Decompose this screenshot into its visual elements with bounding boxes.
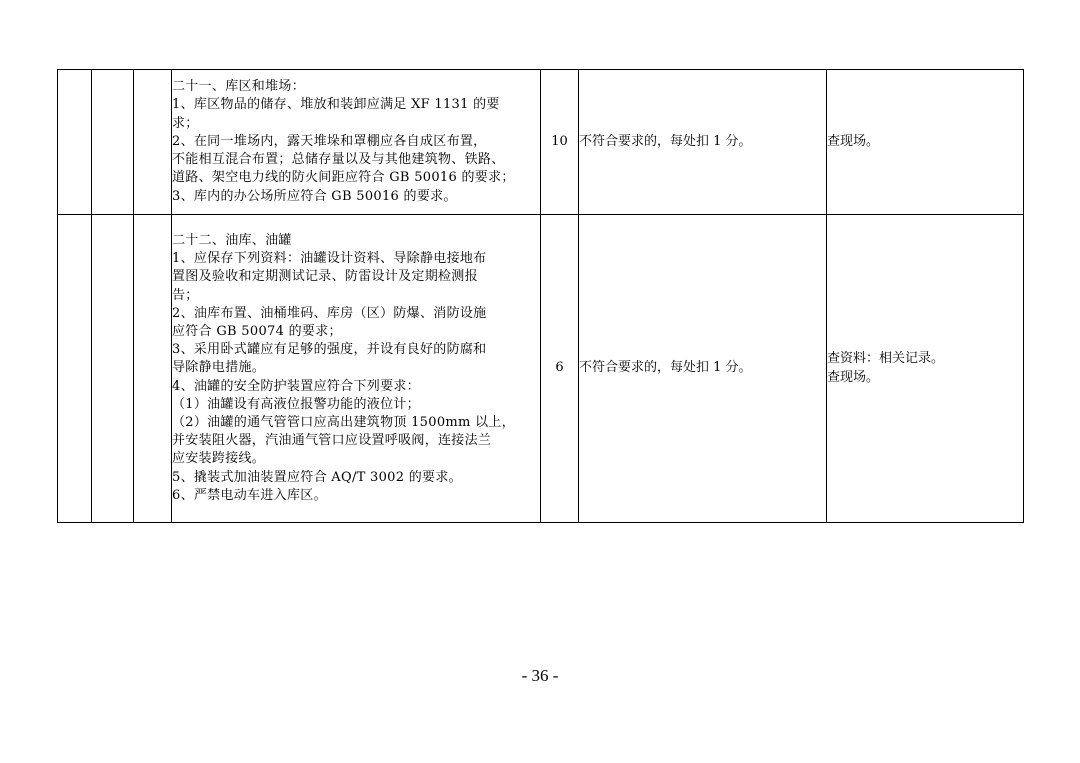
content-line: 1、应保存下列资料：油罐设计资料、导除静电接地布 [172, 251, 487, 267]
blank-cell [58, 215, 92, 523]
content-line: 4、油罐的安全防护装置应符合下列要求： [172, 378, 420, 394]
content-line: 不能相互混合布置；总储存量以及与其他建筑物、铁路、 [172, 152, 505, 168]
method-line: 查现场。 [827, 133, 880, 149]
deduction-rule: 不符合要求的，每处扣 1 分。 [579, 215, 827, 523]
deduction-rule: 不符合要求的，每处扣 1 分。 [579, 70, 827, 215]
content-line: 1、库区物品的储存、堆放和装卸应满足 XF 1131 的要 [172, 97, 500, 113]
content-line: 应安装跨接线。 [172, 451, 266, 467]
requirement-content [172, 215, 541, 523]
content-line: 3、库内的办公场所应符合 GB 50016 的要求。 [172, 188, 457, 204]
content-line: 2、油库布置、油桶堆码、库房（区）防爆、消防设施 [172, 305, 487, 321]
content-line: 告； [172, 287, 199, 303]
content-line: 二十二、油库、油罐 [172, 232, 292, 248]
content-line: 置图及验收和定期测试记录、防雷设计及定期检测报 [172, 269, 478, 285]
inspection-table [57, 69, 1024, 523]
page-number: - 36 - [521, 666, 559, 685]
method-line: 查资料：相关记录。 [827, 351, 945, 367]
content-line: 求； [172, 115, 199, 131]
score-cell: 6 [541, 215, 579, 523]
content-line: 6、严禁电动车进入库区。 [172, 487, 327, 503]
check-method [827, 70, 1024, 215]
content-line: （1）油罐设有高液位报警功能的液位计； [172, 396, 420, 412]
score-cell: 10 [541, 70, 579, 215]
blank-cell [58, 70, 92, 215]
content-line: 导除静电措施。 [172, 360, 266, 376]
content-line: 5、撬装式加油装置应符合 AQ/T 3002 的要求。 [172, 469, 462, 485]
content-line: 应符合 GB 50074 的要求； [172, 323, 342, 339]
content-line: 并安装阻火器，汽油通气管口应设置呼吸阀，连接法兰 [172, 433, 492, 449]
blank-cell [92, 215, 134, 523]
blank-cell [134, 70, 172, 215]
content-line: 3、采用卧式罐应有足够的强度，并设有良好的防腐和 [172, 342, 487, 358]
content-line: 2、在同一堆场内，露天堆垛和罩棚应各自成区布置， [172, 133, 487, 149]
blank-cell [92, 70, 134, 215]
content-line: （2）油罐的通气管管口应高出建筑物顶 1500mm 以上， [172, 415, 515, 430]
table-row [58, 70, 1024, 215]
requirement-content [172, 70, 541, 215]
blank-cell [134, 215, 172, 523]
content-line: 二十一、库区和堆场： [172, 79, 306, 95]
check-method [827, 215, 1024, 523]
table-row [58, 215, 1024, 523]
content-line: 道路、架空电力线的防火间距应符合 GB 50016 的要求； [172, 170, 515, 186]
method-line: 查现场。 [827, 369, 880, 385]
